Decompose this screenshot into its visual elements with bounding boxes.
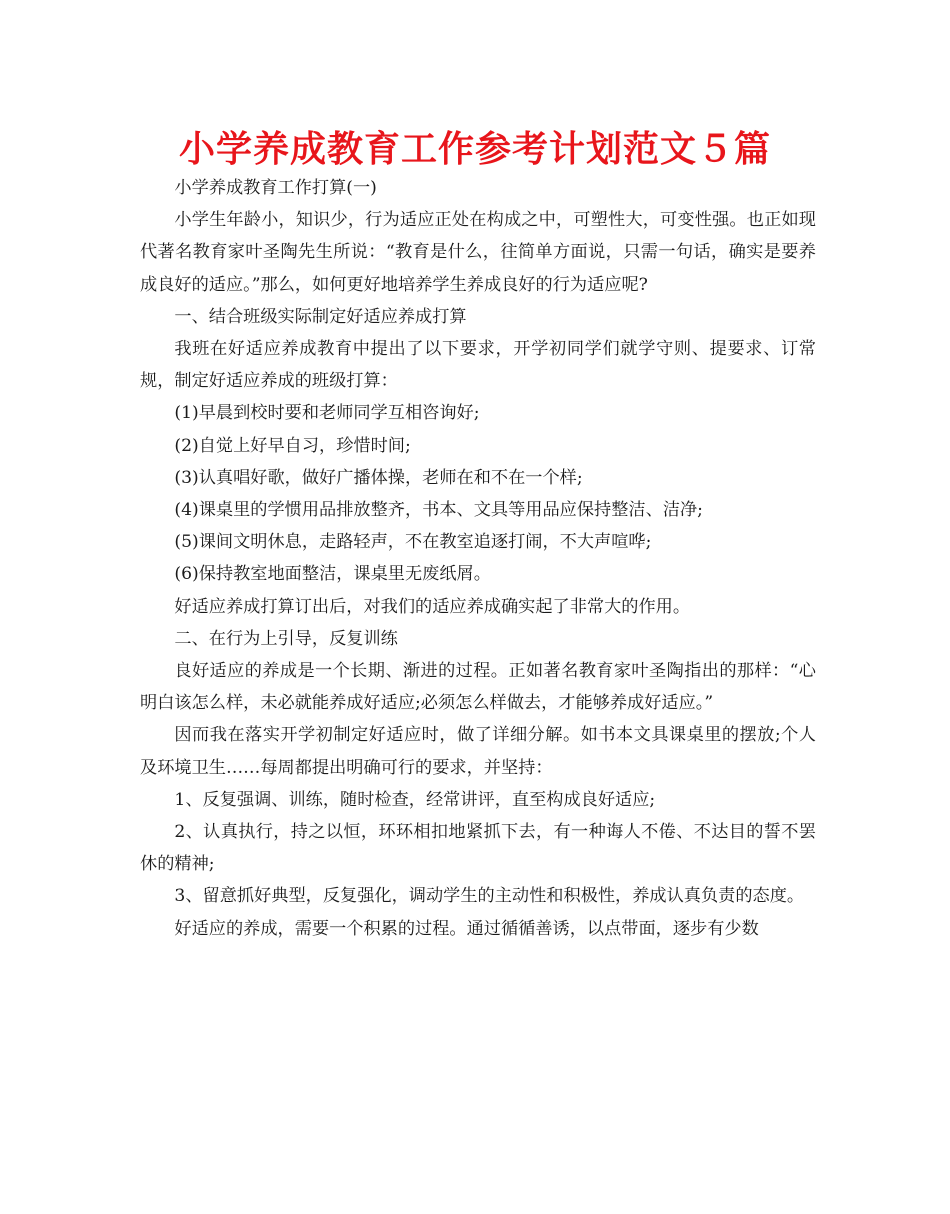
list-item-rule-4: (4)课桌里的学惯用品排放整齐，书本、文具等用品应保持整洁、洁净; bbox=[174, 500, 703, 521]
paragraph-heading-1: 一、结合班级实际制定好适应养成打算 bbox=[174, 306, 467, 327]
paragraph-quote: 良好适应的养成是一个长期、渐进的过程。正如著名教育家叶圣陶指出的那样：“心明白该怎么样，未必就能养成好适应;必须怎么样做去，才能够养成好适应。” bbox=[140, 661, 816, 714]
paragraph-implementation: 因而我在落实开学初制定好适应时，做了详细分解。如书本文具课桌里的摆放;个人及环境卫生……每周都提出明确可行的要求，并坚持： bbox=[140, 725, 816, 778]
document-body bbox=[140, 172, 816, 945]
list-item-rule-2: (2)自觉上好早自习，珍惜时间; bbox=[174, 435, 411, 456]
list-item-rule-3: (3)认真唱好歌，做好广播体操，老师在和不在一个样; bbox=[174, 467, 583, 488]
list-item-step-1: 1、反复强调、训练，随时检查，经常讲评，直至构成良好适应; bbox=[174, 789, 656, 810]
paragraph-requirements: 我班在好适应养成教育中提出了以下要求，开学初同学们就学守则、提要求、订常规，制定好适应养成的班级打算： bbox=[140, 339, 816, 392]
list-item-rule-5: (5)课间文明休息，走路轻声，不在教室追逐打闹，不大声喧哗; bbox=[174, 532, 652, 553]
paragraph-intro: 小学生年龄小，知识少，行为适应正处在构成之中，可塑性大，可变性强。也正如现代著名教育家叶圣陶先生所说：“教育是什么，往简单方面说，只需一句话，确实是要养成良好的适应。”那么，如何更好地培养学生养成良好的行为适应呢? bbox=[140, 210, 816, 295]
list-item-step-3: 3、留意抓好典型，反复强化，调动学生的主动性和积极性，养成认真负责的态度。 bbox=[174, 886, 805, 907]
list-item-step-2: 2、认真执行，持之以恒，环环相扣地紧抓下去，有一种诲人不倦、不达目的誓不罢休的精神; bbox=[140, 822, 816, 875]
list-item-rule-1: (1)早晨到校时要和老师同学互相咨询好; bbox=[174, 403, 480, 424]
paragraph-section-heading: 小学养成教育工作打算(一) bbox=[174, 178, 377, 198]
paragraph-closing: 好适应的养成，需要一个积累的过程。通过循循善诱，以点带面，逐步有少数 bbox=[174, 918, 759, 939]
paragraph-heading-2: 二、在行为上引导，反复训练 bbox=[174, 628, 398, 649]
document-title: 小学养成教育工作参考计划范文５篇 bbox=[178, 129, 771, 170]
list-item-rule-6: (6)保持教室地面整洁，课桌里无废纸屑。 bbox=[174, 564, 491, 585]
paragraph-effect: 好适应养成打算订出后，对我们的适应养成确实起了非常大的作用。 bbox=[174, 596, 691, 617]
